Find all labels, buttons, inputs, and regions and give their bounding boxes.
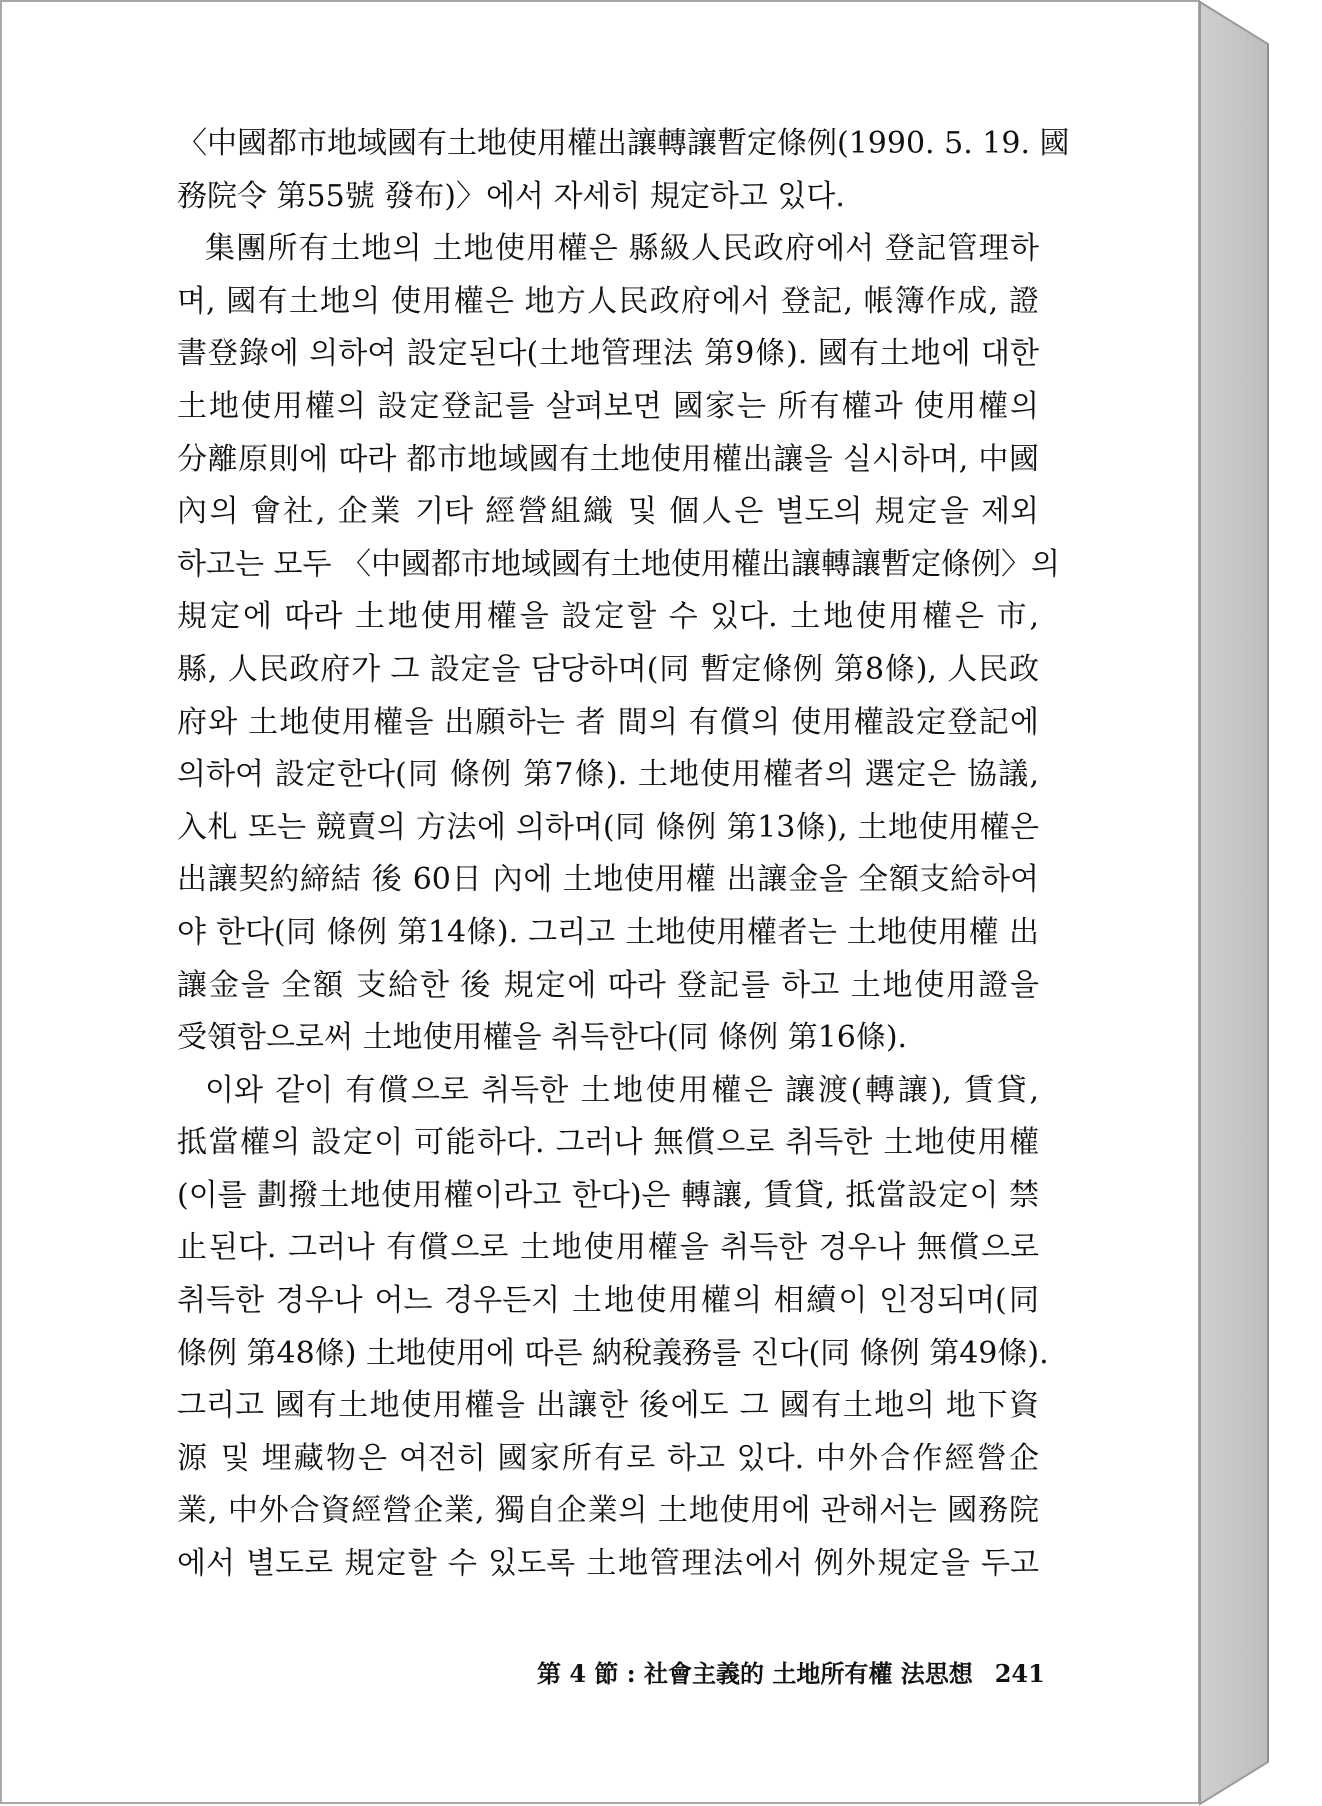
text-line: 에서 별도로 規定할 수 있도록 土地管理法에서 例外規定을 두고 xyxy=(177,1546,1039,1582)
text-line: 讓金을 全額 支給한 後 規定에 따라 登記를 하고 土地使用證을 xyxy=(177,967,1039,1003)
text-line: 府와 土地使用權을 出願하는 者 間의 有償의 使用權設定登記에 xyxy=(177,704,1039,740)
text-line: 土地使用權의 設定登記를 살펴보면 國家는 所有權과 使用權의 xyxy=(177,388,1039,424)
text-line: 止된다. 그러나 有償으로 土地使用權을 취득한 경우나 無償으로 xyxy=(177,1230,1039,1266)
text-line: 書登錄에 의하여 設定된다(土地管理法 第9條). 國有土地에 대한 xyxy=(177,336,1039,372)
text-line: 受領함으로써 土地使用權을 취득한다(同 條例 第16條). xyxy=(177,1020,908,1056)
text-line: 入札 또는 競賣의 方法에 의하며(同 條例 第13條), 土地使用權은 xyxy=(177,809,1039,845)
text-line: 出讓契約締結 後 60日 內에 土地使用權 出讓金을 全額支給하여 xyxy=(177,862,1039,898)
text-line: 抵當權의 設定이 可能하다. 그러나 無償으로 취득한 土地使用權 xyxy=(177,1125,1039,1161)
text-line: 條例 第48條) 土地使用에 따른 納稅義務를 진다(同 條例 第49條). xyxy=(177,1335,1049,1371)
text-line: 源 및 埋藏物은 여전히 國家所有로 하고 있다. 中外合作經營企 xyxy=(177,1440,1039,1476)
text-line: 縣, 人民政府가 그 設定을 담당하며(同 暫定條例 第8條), 人民政 xyxy=(177,651,1039,687)
text-line: 規定에 따라 土地使用權을 設定할 수 있다. 土地使用權은 市, xyxy=(177,599,1039,635)
text-line: 며, 國有土地의 使用權은 地方人民政府에서 登記, 帳簿作成, 證 xyxy=(177,283,1039,319)
text-line: 分離原則에 따라 都市地域國有土地使用權出讓을 실시하며, 中國 xyxy=(177,441,1039,477)
text-line: 業, 中外合資經營企業, 獨自企業의 土地使用에 관해서는 國務院 xyxy=(177,1493,1039,1529)
text-line: 內의 會社, 企業 기타 經營組織 및 個人은 별도의 規定을 제외 xyxy=(177,494,1039,530)
text-line: 야 한다(同 條例 第14條). 그리고 土地使用權者는 土地使用權 出 xyxy=(177,914,1039,950)
text-line: 集團所有土地의 土地使用權은 縣級人民政府에서 登記管理하 xyxy=(205,231,1039,267)
text-line: 하고는 모두 〈中國都市地域國有土地使用權出讓轉讓暫定條例〉의 xyxy=(177,546,1060,582)
text-line: 이와 같이 有償으로 취득한 土地使用權은 讓渡(轉讓), 賃貸, xyxy=(205,1072,1039,1108)
footer-section-title: 第 4 節 : 社會主義的 土地所有權 法思想 xyxy=(537,1659,973,1688)
page-number: 241 xyxy=(994,1659,1045,1688)
text-line: (이를 劃撥土地使用權이라고 한다)은 轉讓, 賃貸, 抵當設定이 禁 xyxy=(177,1177,1039,1213)
text-line: 그리고 國有土地使用權을 出讓한 後에도 그 國有土地의 地下資 xyxy=(177,1388,1039,1424)
text-line: 취득한 경우나 어느 경우든지 土地使用權의 相續이 인정되며(同 xyxy=(177,1283,1039,1319)
text-line: 의하여 設定한다(同 條例 第7條). 土地使用權者의 選定은 協議, xyxy=(177,757,1039,793)
text-line: 務院令 第55號 發布)〉에서 자세히 規定하고 있다. xyxy=(177,178,845,214)
text-line: 〈中國都市地域國有土地使用權出讓轉讓暫定條例(1990. 5. 19. 國 xyxy=(177,126,1070,161)
